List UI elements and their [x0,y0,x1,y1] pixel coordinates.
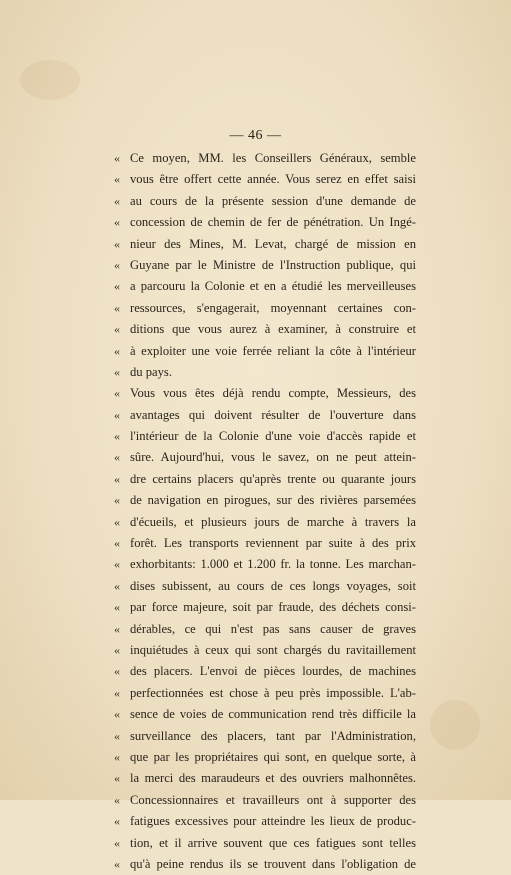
text-line [114,854,416,875]
quote-mark: « [114,664,120,679]
quote-mark: « [114,257,120,272]
text-line [114,341,416,362]
line-text: Concessionnaires et travailleurs ont à supporter des [130,792,416,807]
text-line [114,640,416,661]
line-text: la merci des maraudeurs et des ouvriers malhonnêtes. [130,771,416,786]
text-line [114,148,416,169]
text-line [114,405,416,426]
text-line [114,533,416,554]
page-number: — 46 — [229,128,282,143]
line-text: par force majeure, soit par fraude, des déchets consi- [130,600,416,615]
text-line [114,597,416,618]
line-text: dérables, ce qui n'est pas sans causer de graves [130,621,416,636]
line-text: ressources, s'engagerait, moyennant certaines con- [130,300,416,315]
quote-mark: « [114,771,120,786]
line-text: sûre. Aujourd'hui, vous le savez, on ne peut attein- [130,450,416,465]
text-line [114,383,416,404]
line-text: vous être offert cette année. Vous serez en effet saisi [130,172,416,187]
quote-mark: « [114,600,120,615]
text-line [114,512,416,533]
line-text: nieur des Mines, M. Levat, chargé de mission en [130,236,416,251]
quote-mark: « [114,407,120,422]
text-line [114,212,416,233]
text-line [114,447,416,468]
quote-mark: « [114,749,120,764]
line-text: Ce moyen, MM. les Conseillers Généraux, semble [130,151,416,165]
line-text: ditions que vous aurez à examiner, à construire et [130,322,416,337]
text-line [114,234,416,255]
text-line [114,319,416,340]
text-line [114,554,416,575]
quote-mark: « [114,578,120,593]
line-text: avantages qui doivent résulter de l'ouverture dans [130,407,416,422]
text-line [114,469,416,490]
quote-mark: « [114,621,120,636]
line-text: dre certains placers qu'après trente ou quarante jours [130,471,416,486]
text-line [114,362,416,383]
line-text: du pays. [130,364,172,379]
line-text: a parcouru la Colonie et en a étudié les merveilleuses [130,279,416,294]
paper-stain [430,700,480,750]
text-line [114,768,416,789]
text-line [114,169,416,190]
text-line [114,790,416,811]
quote-mark: « [114,707,120,722]
text-line [114,276,416,297]
line-text: perfectionnées est chose à peu près impossible. L'ab- [130,685,416,700]
quote-mark: « [114,792,120,807]
line-text: l'intérieur de la Colonie d'une voie d'accès rapide et [130,429,416,444]
quote-mark: « [114,728,120,743]
line-text: exhorbitants: 1.000 et 1.200 fr. la tonne. Les marchan- [130,557,416,572]
quote-mark: « [114,236,120,251]
text-line [114,704,416,725]
line-text: des placers. L'envoi de pièces lourdes, de machines [130,664,416,679]
line-text: dises subissent, au cours de ces longs voyages, soit [130,578,416,593]
quote-mark: « [114,536,120,551]
quote-mark: « [114,814,120,829]
text-line [114,811,416,832]
text-line [114,661,416,682]
quote-mark: « [114,193,120,208]
text-line [114,298,416,319]
quote-mark: « [114,343,120,358]
text-line [114,576,416,597]
line-text: surveillance des placers, tant par l'Administration, [130,728,416,743]
quote-mark: « [114,471,120,486]
quote-mark: « [114,215,120,230]
line-text: forêt. Les transports reviennent par suite à des prix [130,536,416,551]
text-line [114,683,416,704]
text-line [114,833,416,854]
quote-mark: « [114,685,120,700]
body-text [114,148,416,875]
line-text: qu'à peine rendus ils se trouvent dans l'obligation de [130,856,416,871]
line-text: concession de chemin de fer de pénétration. Un Ingé- [130,215,416,230]
quote-mark: « [114,856,120,871]
line-text: que par les propriétaires qui sont, en quelque sorte, à [130,749,416,764]
quote-mark: « [114,514,120,529]
line-text: fatigues excessives pour atteindre les lieux de produc- [130,814,416,829]
line-text: inquiétudes à ceux qui sont chargés du ravitaillement [130,642,416,657]
line-text: Guyane par le Ministre de l'Instruction publique, qui [130,257,416,272]
text-line [114,619,416,640]
text-line [114,726,416,747]
quote-mark: « [114,364,120,379]
text-line [114,426,416,447]
text-line [114,191,416,212]
line-text: au cours de la présente session d'une demande de [130,193,416,208]
quote-mark: « [114,493,120,508]
text-line [114,255,416,276]
paper-stain [20,60,80,100]
quote-mark: « [114,172,120,187]
line-text: de navigation en pirogues, sur des rivières parsemées [130,493,416,508]
quote-mark: « [114,279,120,294]
quote-mark: « [114,642,120,657]
quote-mark: « [114,151,120,165]
quote-mark: « [114,450,120,465]
line-text: sence de voies de communication rend très difficile la [130,707,416,722]
line-text: à exploiter une voie ferrée reliant la côte à l'intérieur [130,343,416,358]
quote-mark: « [114,835,120,850]
quote-mark: « [114,300,120,315]
quote-mark: « [114,386,120,401]
line-text: d'écueils, et plusieurs jours de marche à travers la [130,514,416,529]
quote-mark: « [114,429,120,444]
quote-mark: « [114,322,120,337]
quote-mark: « [114,557,120,572]
line-text: Vous vous êtes déjà rendu compte, Messieurs, des [130,386,416,401]
text-line [114,747,416,768]
line-text: tion, et il arrive souvent que ces fatigues sont telles [130,835,416,850]
text-line [114,490,416,511]
